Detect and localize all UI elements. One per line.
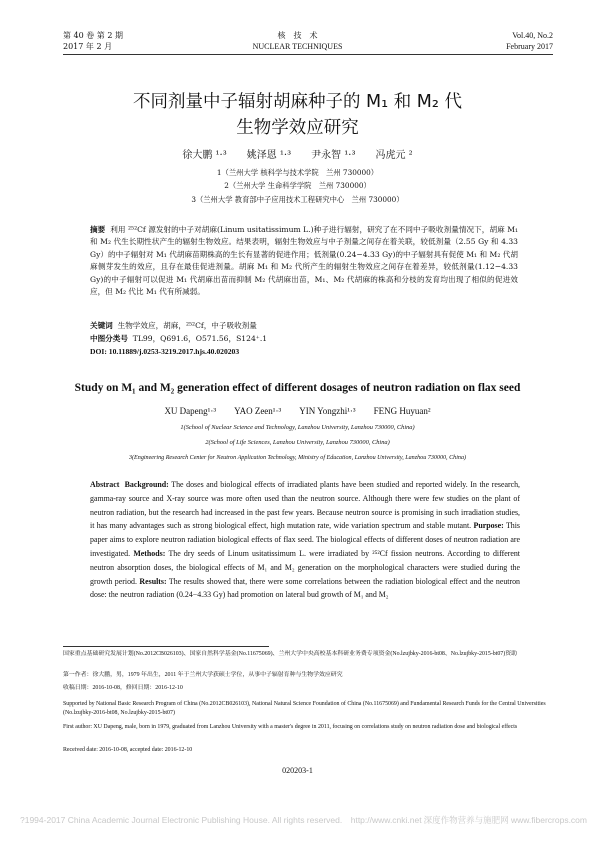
methods-text: The dry seeds of Linum usitatissimum L. were irradiated by ²⁵²Cf fission neutrons. According to different neutron absorption doses, the biological effects of M₁ and M₂ generation on the morphological characters were studied during the growth period. [90,548,520,586]
page-number: 020203-1 [282,766,313,775]
footnote-funding-cn: 国家重点基础研究发展计划(No.2012CB026103)、国家自然科学基金(No.11675069)、兰州大学中央高校基本科研业务费专项资金(No.lzujbky-2016-bt08、No.lzujbky-2015-bt07)资助 [63,651,517,657]
footnote-dates-en: Received date: 2016-10-08, accepted date: 2016-12-10 [63,747,193,753]
background-label: Background: [124,480,169,489]
results-label: Results: [139,576,167,586]
keywords-cn-text: 生物学效应，胡麻，²⁵²Cf，中子吸收剂量 [117,321,257,330]
header-volume-en: Vol.40, No.2 [512,31,553,40]
keywords-cn [90,320,518,332]
title-en: Study on M₁ and M₂ generation effect of different dosages of neutron radiation on flax seed [74,382,521,394]
affiliation-cn-1: 1（兰州大学 核科学与技术学院 兰州 730000） [216,168,379,177]
header-rule [63,54,553,55]
footnote-author-en: First author: XU Dapeng, male, born in 1979, graduated from Lanzhou University with a master's degree in 2011, focusing on correlations study on neutron radiation dose and biological effects [63,724,518,730]
header-date-cn: 2017 年 2 月 [63,42,113,51]
watermark-left: ?1994-2017 China Academic Journal Electronic Publishing House. All rights reserved. http://www.cnki.net [20,815,422,825]
abstract-cn [90,224,518,298]
title-cn-line1: 不同剂量中子辐射胡麻种子的 M₁ 和 M₂ 代 [133,92,462,112]
abstract-en [90,478,520,602]
title-cn-line2: 生物学效应研究 [236,118,359,138]
purpose-text: This paper aims to explore neutron radiation biological effects of flax seed. The biological effects of different doses of neutron radiation are investigated. [90,521,520,558]
watermark-right: 深度作物营养与施肥网 www.fibercrops.com [423,815,587,825]
authors-cn: 徐大鹏 ¹·³ 姚泽恩 ¹·³ 尹永智 ¹·³ 冯虎元 ² [182,150,413,161]
methods-label: Methods: [133,548,166,558]
clc-cn-label: 中图分类号 [90,334,128,343]
doi: DOI: 10.11889/j.0253-3219.2017.hjs.40.020203 [90,347,240,356]
authors-en: XU Dapeng¹·³ YAO Zeen¹·³ YIN Yongzhi¹·³ FENG Huyuan² [164,406,431,416]
clc-cn-text: TL99，Q691.6，O571.56，S124⁺.1 [132,334,268,343]
affiliation-en-2: 2(School of Life Sciences, Lanzhou University, Lanzhou 730000, China) [205,439,390,446]
footnote-author-cn: 第一作者：徐大鹏，男，1979 年出生，2011 年于兰州大学获硕士学位，从事中子辐射育种与生物学效应研究 [63,672,343,678]
affiliation-en-1: 1(School of Nuclear Science and Technology, Lanzhou University, Lanzhou 730000, China) [180,424,415,431]
header-journal-en: NUCLEAR TECHNIQUES [252,42,343,51]
affiliation-cn-2: 2（兰州大学 生命科学学院 兰州 730000） [224,181,371,190]
abstract-en-label: Abstract [90,480,120,489]
purpose-label: Purpose: [473,521,504,531]
background-text: The doses and biological effects of irradiated plants have been studied and reported widely. In the research, gamma-ray source and X-ray source was more often used than the neutron source. Although there were few studies on the plant of neutron radiation, but the research had increased in the past few years. Because neutron source is promising in such irradiation studies, it has many advantages such as strong biological effect, high mutation rate, wide variation spectrum and stable mutant. [90,480,520,531]
results-text: The results showed that, there were some correlations between the radiation biological effect and the neutron dose: the neutron radiation (0.24−4.33 Gy) had promotion on lateral bud growth of M₁ and M₂ [90,576,520,600]
clc-cn [90,333,518,345]
affiliation-cn-3: 3（兰州大学 教育部中子应用技术工程研究中心 兰州 730000） [191,195,404,204]
footnote-dates-cn: 收稿日期：2016-10-08，修回日期：2016-12-10 [63,685,183,691]
header-date-en: February 2017 [506,42,553,51]
footnote-rule [63,646,269,647]
affiliation-en-3: 3(Engineering Research Center for Neutron Application Technology, Ministry of Education, Lanzhou University, Lanzhou 730000, China) [128,455,467,461]
header-journal-cn: 核 技 术 [277,31,318,40]
abstract-cn-text: 利用 ²⁵²Cf 源发射的中子对胡麻(Linum usitatissimum L.)种子进行辐射，研究了在不同中子吸收剂量情况下，胡麻 M₁ 和 M₂ 代生长期性状产生的辐射生物效应。结果表明，辐射生物效应与中子剂量之间存在着关联，较低剂量（2.55 Gy 和 4.33 Gy）的中子辐射对 M₁ 代胡麻苗期株高的生长有显著的促进作用；低剂量(0.24−4.33 Gy)的中子辐射具有促使 M₁ 和 M₂ 代胡麻侧芽发生的效应，且存在最佳促进剂量。胡麻 M₁ 和 M₂ 代所产生的辐射生物效应之间存在着差异，较低剂量(1.12−4.33 Gy)的中子辐射可以促进 M₁ 代胡麻出苗而抑制 M₂ 代胡麻出苗，M₁、M₂ 代胡麻的株高和分枝的发育均出现了相似的促进效应，但 M₂ 代比 M₁ 代有所减弱。 [90,225,519,297]
abstract-cn-label: 摘要 [90,225,106,234]
header-volume-cn: 第 40 卷 第 2 期 [63,31,123,40]
keywords-cn-label: 关键词 [90,321,113,330]
footnote-funding-en: Supported by National Basic Research Program of China (No.2012CB026103), National Natural Science Foundation of China (No.11675069) and Fundamental Research Funds for the Central Universities (No.lzujbky-2016-bt08, No.lzujbky-2015-bt07) [63,701,546,717]
